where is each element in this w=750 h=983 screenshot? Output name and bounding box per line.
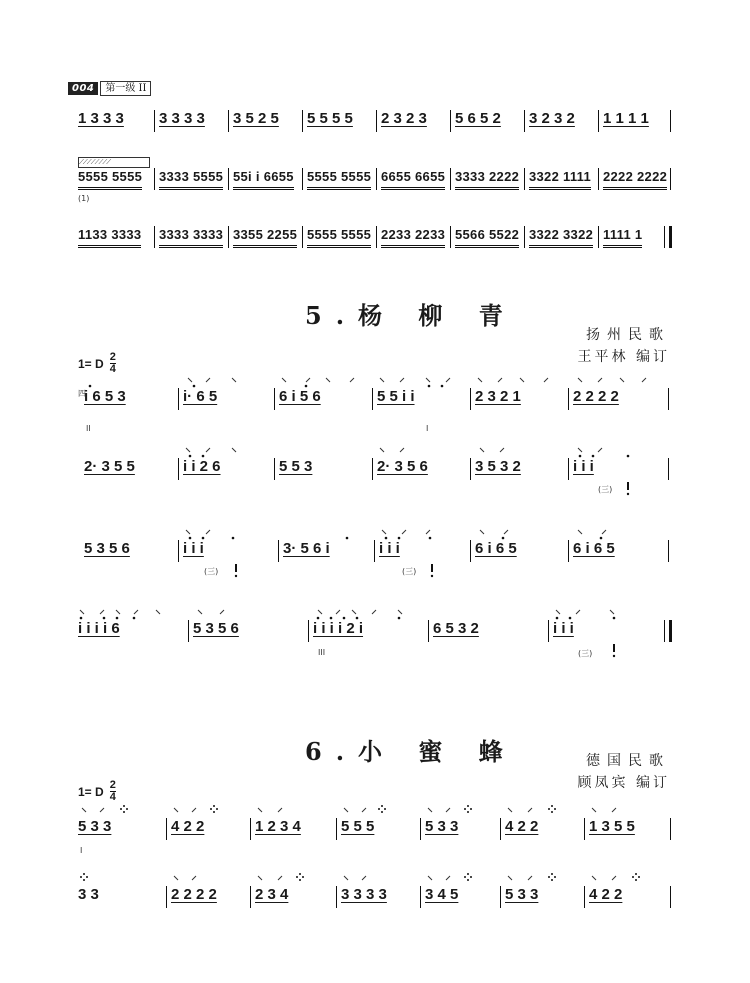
measure: 5555 5555 — [302, 168, 371, 190]
harmonic-mark: (三) — [598, 485, 613, 494]
measure: 2 3 4 — [250, 886, 288, 908]
harmonic-mark: (三) — [578, 649, 593, 658]
measure: 1 1 1 1 — [598, 110, 649, 132]
measure: 3333 5555 — [154, 168, 223, 190]
measure: 5555 5555 — [302, 226, 371, 248]
song-origin: 扬州民歌 — [586, 327, 670, 343]
measure: i i i — [374, 540, 400, 562]
position-mark: III — [318, 648, 326, 657]
time-signature: $\frac{2}{4}$ — [109, 779, 116, 803]
measure: 6 5 3 2 — [428, 620, 479, 642]
song-arranger: 王平林 编订 — [577, 349, 670, 365]
measure: i i i — [178, 540, 204, 562]
measure: 5 5 i i — [372, 388, 415, 410]
measure: i· 6 5 — [178, 388, 217, 410]
measure: 6 i 6 5 — [470, 540, 517, 562]
measure: 5 6 5 2 — [450, 110, 501, 132]
measure: 1133 3333 — [78, 226, 141, 248]
measure: i i 2 6 — [178, 458, 221, 480]
harmonic-mark: (三) — [204, 567, 219, 576]
measure: 1 3 5 5 — [584, 818, 635, 840]
position-mark: II — [86, 424, 91, 433]
measure: 2222 2222 — [598, 168, 667, 190]
measure: 3· 5 6 i — [278, 540, 330, 562]
measure: 2 2 2 2 — [568, 388, 619, 410]
measure: 6 i 6 5 — [568, 540, 615, 562]
measure: 3333 3333 — [154, 226, 223, 248]
measure: 5 3 5 6 — [188, 620, 239, 642]
measure: 55i i 6655 — [228, 168, 294, 190]
song-title: 6.小 蜜 蜂 — [305, 737, 517, 766]
measure: 5 3 5 6 — [84, 540, 130, 557]
string-mark: 四 — [78, 389, 86, 398]
measure: 2· 3 5 6 — [372, 458, 428, 480]
measure: 4 2 2 — [584, 886, 622, 908]
song-origin: 德国民歌 — [586, 753, 670, 769]
harmonic-mark: (三) — [402, 567, 417, 576]
measure: i i i — [568, 458, 594, 480]
measure: i 6 5 3 — [84, 388, 126, 405]
page-number: 004 — [68, 82, 98, 95]
measure: 4 2 2 — [500, 818, 538, 840]
measure: 5566 5522 — [450, 226, 519, 248]
measure: 3 4 5 — [420, 886, 458, 908]
key-signature: 1= D $\frac{2}{4}$ — [78, 351, 116, 375]
measure: 2233 2233 — [376, 226, 445, 248]
measure: 5 5 5 5 — [302, 110, 353, 132]
song-title: 5.杨 柳 青 — [305, 301, 517, 330]
measure: 3 3 — [78, 886, 99, 903]
measure: 5555 5555 — [78, 168, 142, 190]
song-arranger: 顾凤宾 编订 — [577, 775, 670, 791]
measure: 6 i 5 6 — [274, 388, 321, 410]
measure: 3 5 3 2 — [470, 458, 521, 480]
measure: 1 3 3 3 — [78, 110, 124, 127]
measure: 1111 1 — [598, 226, 642, 248]
measure: 4 2 2 — [166, 818, 204, 840]
key-signature: 1= D $\frac{2}{4}$ — [78, 779, 116, 803]
time-signature: $\frac{2}{4}$ — [109, 351, 116, 375]
measure: 5 5 5 — [336, 818, 374, 840]
measure: 3322 1111 — [524, 168, 591, 190]
measure: 5 3 3 — [420, 818, 458, 840]
measure: i i i i 6 — [78, 620, 120, 637]
measure: 2· 3 5 5 — [84, 458, 135, 475]
level-label: 第一级 II — [100, 81, 151, 96]
measure: 2 2 2 2 — [166, 886, 217, 908]
measure: 2 3 2 1 — [470, 388, 521, 410]
measure: 3 2 3 2 — [524, 110, 575, 132]
measure: 6655 6655 — [376, 168, 445, 190]
measure: i i i i 2 i — [308, 620, 363, 642]
measure: 3333 2222 — [450, 168, 519, 190]
technique-box: ⟋⟋⟋⟋⟋⟋⟋⟋ — [78, 157, 150, 168]
measure: 5 3 3 — [78, 818, 112, 835]
measure: 3322 3322 — [524, 226, 593, 248]
fingering-mark: (1) — [78, 194, 90, 203]
measure: 3355 2255 — [228, 226, 297, 248]
position-mark: I — [80, 846, 83, 855]
position-mark: I — [426, 424, 429, 433]
measure: 5 3 3 — [500, 886, 538, 908]
measure: 3 3 3 3 — [154, 110, 205, 132]
measure: 3 5 2 5 — [228, 110, 279, 132]
measure: i i i — [548, 620, 574, 642]
measure: 5 5 3 — [274, 458, 312, 480]
measure: 1 2 3 4 — [250, 818, 301, 840]
measure: 2 3 2 3 — [376, 110, 427, 132]
measure: 3 3 3 3 — [336, 886, 387, 908]
